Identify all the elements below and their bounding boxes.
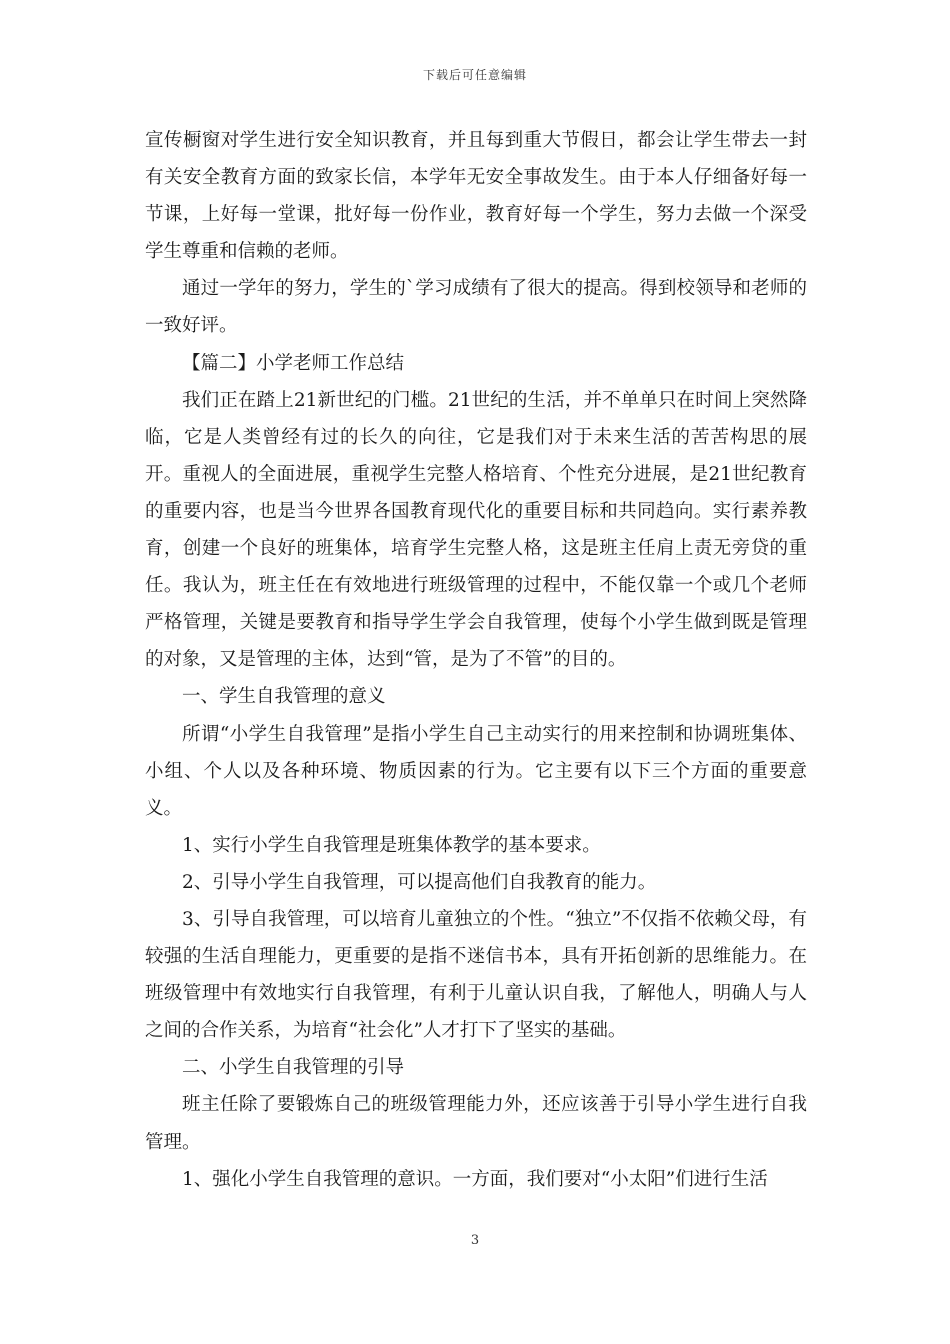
page-number: 3: [470, 1233, 480, 1248]
page-header: 下载后可任意编辑: [422, 68, 527, 82]
subsection-heading: 二、小学生自我管理的引导: [182, 1057, 405, 1079]
paragraph: 班主任除了要锻炼自己的班级管理能力外，还应该善于引导小学生进行自我管理。: [145, 1094, 807, 1153]
subsection-heading: 一、学生自我管理的意义: [182, 686, 386, 708]
paragraph: 宣传橱窗对学生进行安全知识教育，并且每到重大节假日，都会让学生带去一封有关安全教育方面的致家长信，本学年无安全事故发生。由于本人仔细备好每一节课，上好每一堂课，批好每一份作业，教育好每一个学生，努力去做一个深受学生尊重和信赖的老师。: [145, 130, 807, 263]
document-body: [145, 122, 807, 1198]
paragraph: 我们正在踏上21新世纪的门槛。21世纪的生活，并不单单只在时间上突然降临，它是人类曾经有过的长久的向往，它是我们对于未来生活的苦苦构思的展开。重视人的全面进展，重视学生完整人格培育、个性充分进展，是21世纪教育的重要内容，也是当今世界各国教育现代化的重要目标和共同趋向。实行素养教育，创建一个良好的班集体，培育学生完整人格，这是班主任肩上责无旁贷的重任。我认为，班主任在有效地进行班级管理的过程中，不能仅靠一个或几个老师严格管理，关键是要教育和指导学生学会自我管理，使每个小学生做到既是管理的对象，又是管理的主体，达到“管，是为了不管”的目的。: [145, 389, 807, 671]
paragraph: 通过一学年的努力，学生的`学习成绩有了很大的提高。得到校领导和老师的一致好评。: [145, 278, 807, 337]
section-heading: 【篇二】小学老师工作总结: [182, 352, 405, 374]
list-item: 1、强化小学生自我管理的意识。一方面，我们要对“小太阳”们进行生活: [182, 1168, 768, 1190]
list-item: 1、实行小学生自我管理是班集体教学的基本要求。: [182, 834, 601, 856]
list-item: 2、引导小学生自我管理，可以提高他们自我教育的能力。: [182, 871, 657, 893]
paragraph: 所谓“小学生自我管理”是指小学生自己主动实行的用来控制和协调班集体、小组、个人以及各种环境、物质因素的行为。它主要有以下三个方面的重要意义。: [145, 723, 807, 819]
list-item: 3、引导自我管理，可以培育儿童独立的个性。“独立”不仅指不依赖父母，有较强的生活自理能力，更重要的是指不迷信书本，具有开拓创新的思维能力。在班级管理中有效地实行自我管理，有利于儿童认识自我，了解他人，明确人与人之间的合作关系，为培育“社会化”人才打下了坚实的基础。: [145, 908, 807, 1042]
